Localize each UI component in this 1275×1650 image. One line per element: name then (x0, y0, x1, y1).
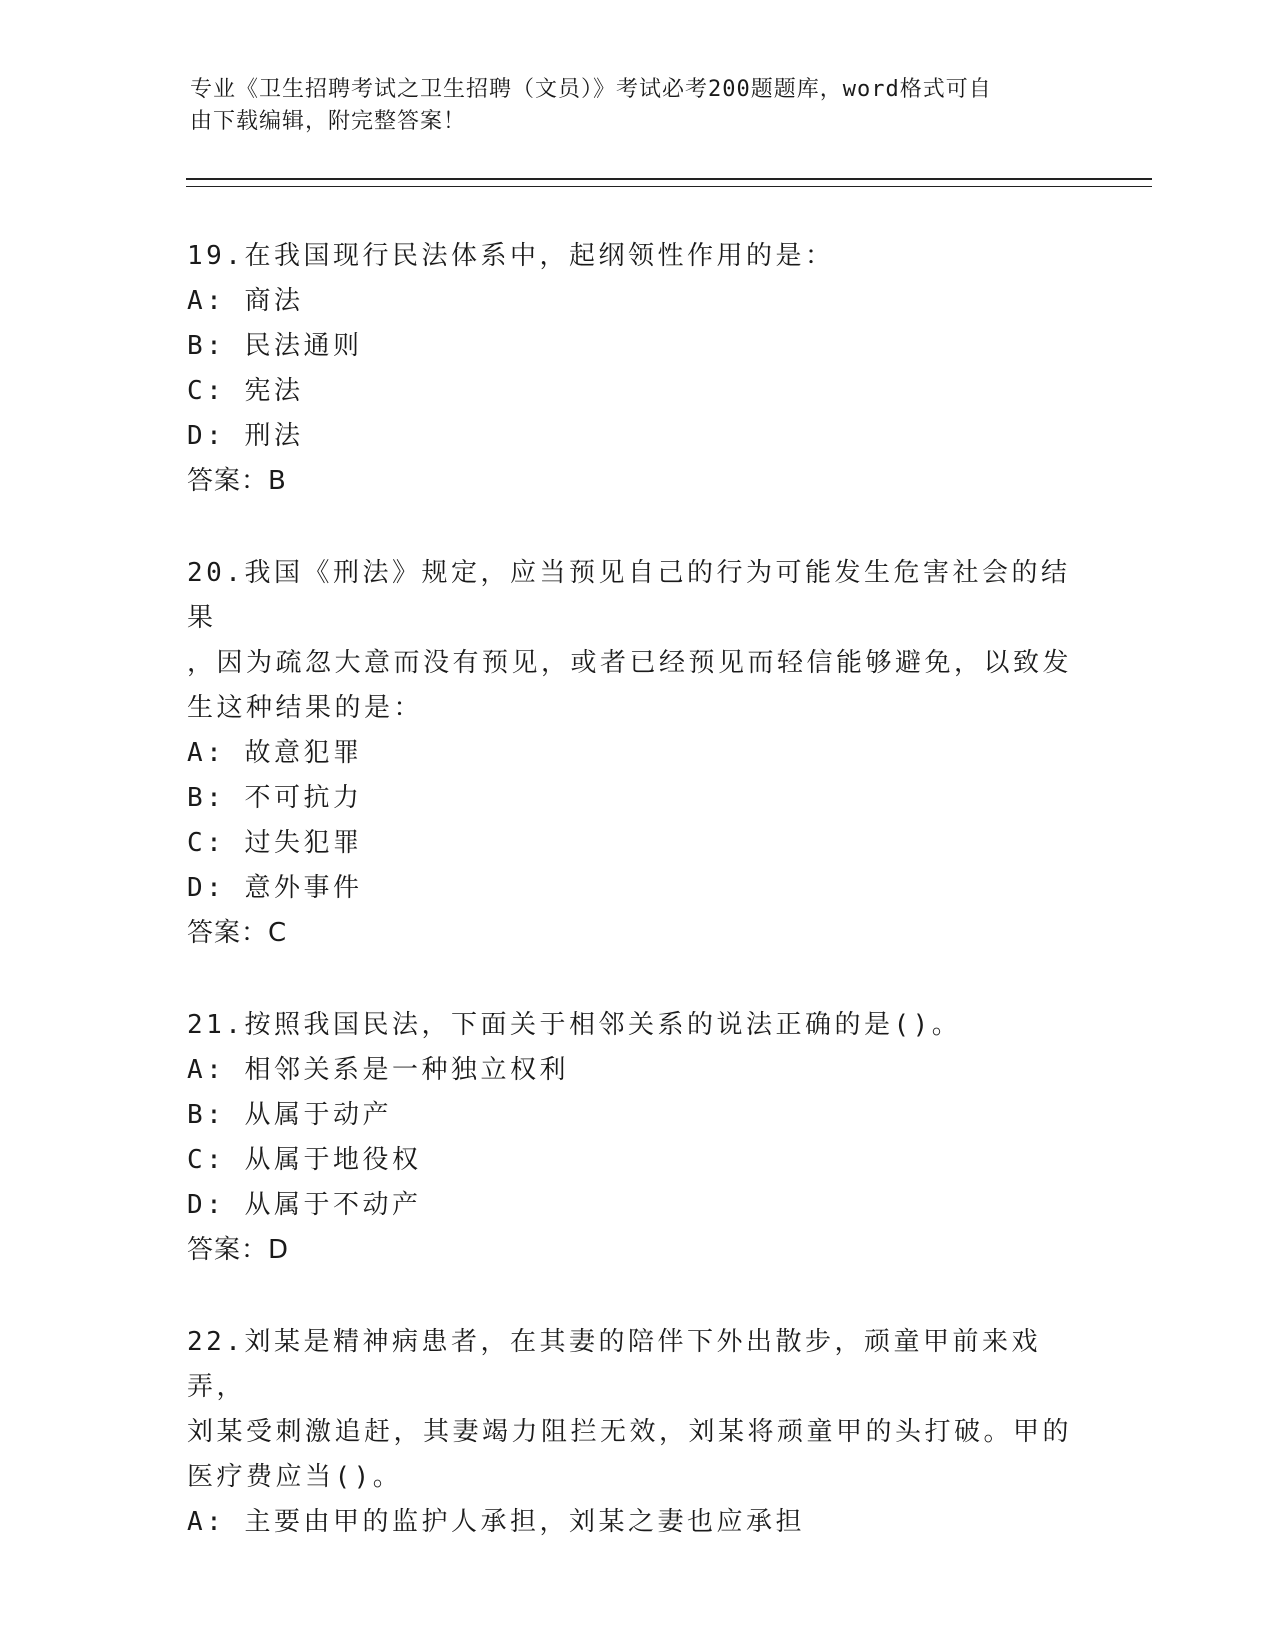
option-d: D: 意外事件 (187, 873, 363, 903)
question-20 (187, 551, 1087, 956)
option-a: A: 故意犯罪 (187, 738, 363, 768)
answer-line: 答案：B (187, 466, 287, 496)
question-stem: 刘某受刺激追赶，其妻竭力阻拦无效，刘某将顽童甲的头打破。甲的 (187, 1417, 1073, 1447)
question-22 (187, 1320, 1087, 1545)
option-c: C: 宪法 (187, 376, 304, 406)
option-b: B: 从属于动产 (187, 1100, 392, 1130)
header-line: 由下载编辑，附完整答案！ (190, 109, 467, 134)
question-stem: 19.在我国现行民法体系中，起纲领性作用的是： (187, 241, 835, 271)
document-header (190, 74, 1070, 138)
option-b: B: 民法通则 (187, 331, 363, 361)
question-stem: 22.刘某是精神病患者，在其妻的陪伴下外出散步，顽童甲前来戏弄， (187, 1327, 1041, 1402)
option-d: D: 刑法 (187, 421, 304, 451)
question-stem: 医疗费应当()。 (187, 1462, 403, 1492)
header-line: 专业《卫生招聘考试之卫生招聘（文员）》考试必考200题题库，word格式可自 (190, 77, 992, 102)
question-stem: 20.我国《刑法》规定，应当预见自己的行为可能发生危害社会的结果 (187, 558, 1071, 633)
question-stem: ，因为疏忽大意而没有预见，或者已经预见而轻信能够避免，以致发 (187, 648, 1073, 678)
option-a: A: 主要由甲的监护人承担，刘某之妻也应承担 (187, 1507, 805, 1537)
question-stem: 21.按照我国民法，下面关于相邻关系的说法正确的是()。 (187, 1010, 962, 1040)
option-b: B: 不可抗力 (187, 783, 363, 813)
option-d: D: 从属于不动产 (187, 1190, 422, 1220)
option-a: A: 相邻关系是一种独立权利 (187, 1055, 569, 1085)
option-a: A: 商法 (187, 286, 304, 316)
answer-line: 答案：C (187, 918, 288, 948)
header-divider (186, 178, 1152, 187)
question-list (187, 234, 1087, 1545)
question-19 (187, 234, 1087, 504)
question-21 (187, 1003, 1087, 1273)
option-c: C: 从属于地役权 (187, 1145, 422, 1175)
answer-line: 答案：D (187, 1235, 290, 1265)
question-stem: 生这种结果的是： (187, 693, 424, 723)
option-c: C: 过失犯罪 (187, 828, 363, 858)
